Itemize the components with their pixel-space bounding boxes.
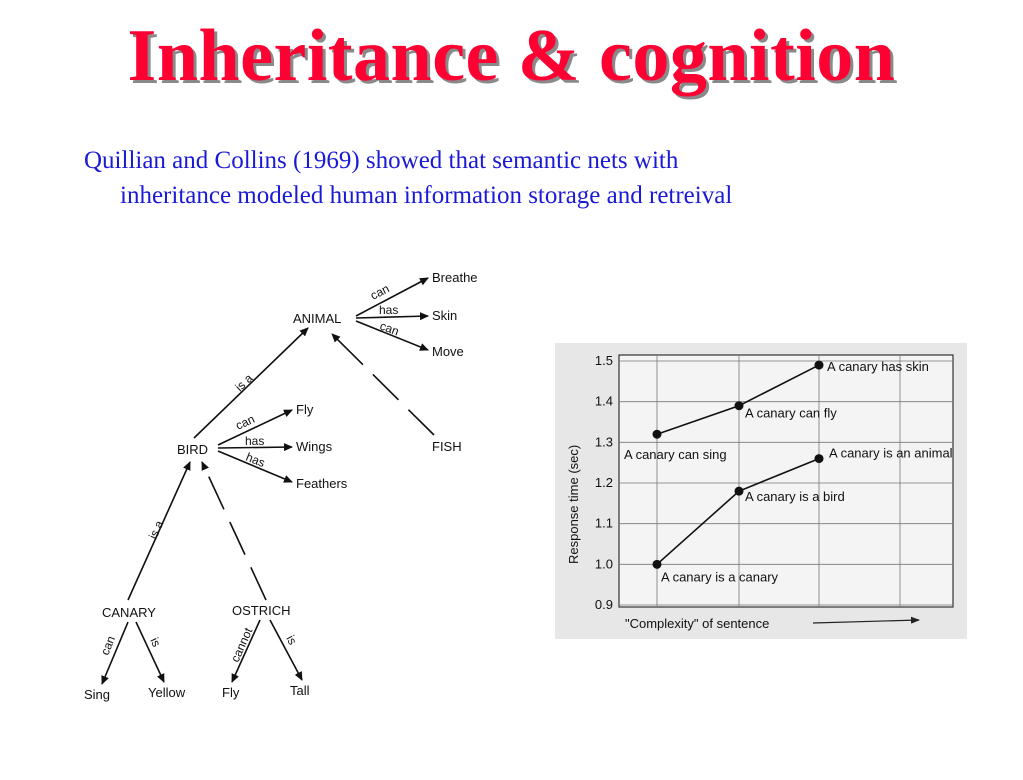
link-label-bird-isa-animal: is a bbox=[232, 371, 256, 395]
data-point bbox=[653, 430, 662, 439]
node-feathers: Feathers bbox=[296, 476, 348, 491]
data-point-label: A canary is a canary bbox=[661, 569, 779, 585]
node-wings: Wings bbox=[296, 439, 333, 454]
link-label-ostrich-is-tall: is bbox=[283, 632, 300, 648]
slide-subtitle bbox=[84, 143, 984, 213]
data-point-label: A canary is an animal bbox=[829, 445, 953, 461]
edge-fish-isa-animal bbox=[332, 334, 434, 435]
link-label-animal-can-move: can bbox=[377, 318, 401, 339]
y-tick-label: 1.0 bbox=[594, 556, 613, 572]
semantic-network-diagram bbox=[70, 250, 510, 720]
node-tall: Tall bbox=[290, 683, 310, 698]
subtitle-line-2: inheritance modeled human information storage and retreival bbox=[120, 182, 733, 209]
data-point-label: A canary can fly bbox=[745, 405, 837, 421]
node-ostrich-fly: Fly bbox=[222, 685, 240, 700]
subtitle-line-1: Quillian and Collins (1969) showed that semantic nets with bbox=[84, 147, 679, 174]
slide-title: Inheritance & cognition bbox=[127, 15, 896, 97]
node-bird: BIRD bbox=[177, 442, 209, 457]
node-yellow: Yellow bbox=[148, 685, 186, 700]
data-point bbox=[815, 361, 824, 370]
y-tick-label: 1.4 bbox=[594, 393, 613, 409]
y-tick-label: 1.1 bbox=[594, 515, 613, 531]
y-tick-label: 1.5 bbox=[594, 353, 613, 368]
data-point bbox=[735, 487, 744, 496]
node-move: Move bbox=[432, 344, 464, 359]
node-breathe: Breathe bbox=[432, 270, 478, 285]
node-skin: Skin bbox=[432, 308, 458, 323]
y-tick-label: 1.2 bbox=[594, 475, 613, 490]
link-label-bird-has-wings: has bbox=[245, 434, 265, 448]
node-ostrich: OSTRICH bbox=[232, 603, 291, 618]
response-time-chart bbox=[555, 343, 967, 639]
node-fly: Fly bbox=[296, 402, 314, 417]
link-label-bird-can-fly: can bbox=[233, 411, 257, 433]
data-point bbox=[653, 560, 662, 569]
edge-canary-yellow bbox=[136, 622, 164, 682]
node-animal: ANIMAL bbox=[293, 311, 342, 326]
link-label-animal-has-skin: has bbox=[379, 303, 399, 317]
data-point-label: A canary can sing bbox=[624, 447, 727, 463]
edge-ostrich-tall bbox=[270, 620, 302, 680]
y-tick-label: 0.9 bbox=[594, 597, 613, 612]
node-fish: FISH bbox=[432, 439, 462, 454]
data-point-label: A canary is a bird bbox=[745, 489, 845, 505]
y-tick-label: 1.3 bbox=[594, 434, 613, 450]
link-label-ostrich-cannot-fly: cannot bbox=[227, 625, 256, 665]
link-label-canary-is-yellow: is bbox=[147, 635, 164, 650]
data-point-label: A canary has skin bbox=[827, 359, 929, 375]
x-axis-label: "Complexity" of sentence bbox=[625, 616, 770, 631]
edge-ostrich-isa-bird bbox=[202, 462, 266, 600]
data-point bbox=[815, 454, 824, 463]
link-label-bird-has-feathers: has bbox=[243, 449, 268, 471]
node-canary: CANARY bbox=[102, 605, 156, 620]
link-label-animal-can-breathe: can bbox=[368, 281, 392, 303]
x-axis-arrow bbox=[813, 620, 919, 623]
link-label-canary-isa-bird: is a bbox=[145, 518, 167, 542]
link-label-canary-can-sing: can bbox=[97, 633, 119, 658]
data-point bbox=[735, 401, 744, 410]
y-axis-label: Response time (sec) bbox=[566, 444, 581, 564]
y-tick-labels bbox=[595, 353, 613, 612]
node-sing: Sing bbox=[84, 687, 111, 702]
